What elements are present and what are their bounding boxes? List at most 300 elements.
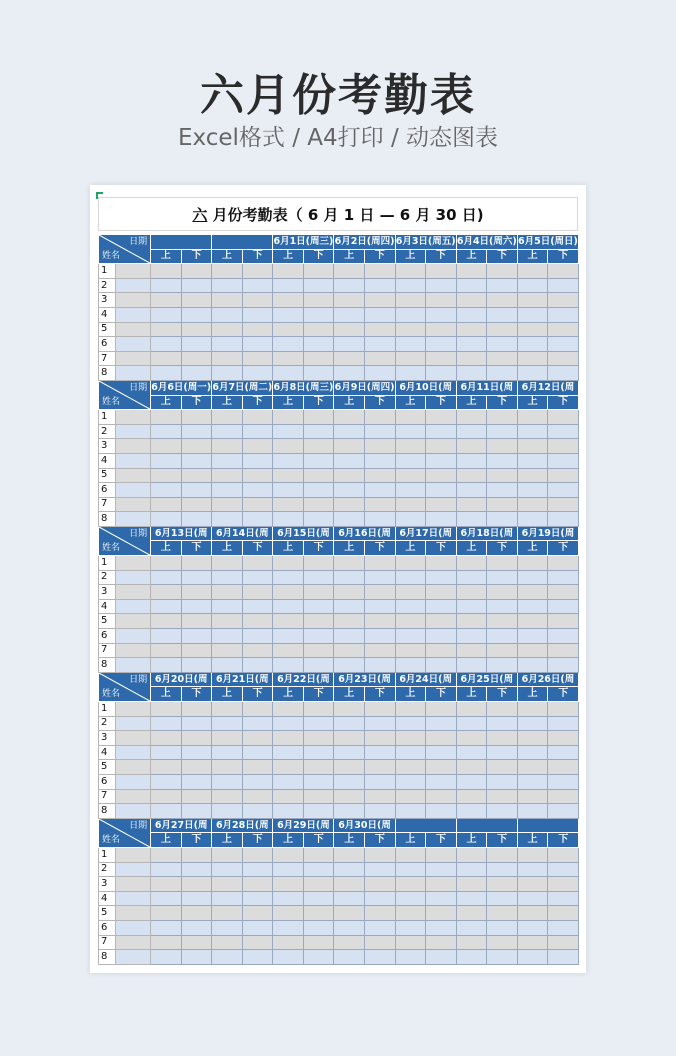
attendance-cell[interactable]	[212, 716, 243, 731]
attendance-cell[interactable]	[273, 307, 304, 322]
attendance-cell[interactable]	[365, 935, 396, 950]
attendance-cell[interactable]	[151, 307, 182, 322]
attendance-cell[interactable]	[487, 278, 518, 293]
attendance-cell[interactable]	[548, 278, 579, 293]
attendance-cell[interactable]	[212, 293, 243, 308]
attendance-cell[interactable]	[365, 906, 396, 921]
attendance-cell[interactable]	[365, 804, 396, 819]
attendance-cell[interactable]	[181, 745, 212, 760]
attendance-cell[interactable]	[456, 614, 487, 629]
attendance-cell[interactable]	[426, 804, 457, 819]
attendance-cell[interactable]	[548, 556, 579, 571]
attendance-cell[interactable]	[242, 322, 273, 337]
attendance-cell[interactable]	[426, 512, 457, 527]
attendance-cell[interactable]	[242, 774, 273, 789]
attendance-cell[interactable]	[334, 702, 365, 717]
attendance-cell[interactable]	[334, 774, 365, 789]
attendance-cell[interactable]	[487, 658, 518, 673]
attendance-cell[interactable]	[365, 278, 396, 293]
attendance-cell[interactable]	[456, 745, 487, 760]
attendance-cell[interactable]	[517, 950, 548, 965]
attendance-cell[interactable]	[517, 366, 548, 381]
attendance-cell[interactable]	[395, 950, 426, 965]
attendance-cell[interactable]	[456, 497, 487, 512]
attendance-cell[interactable]	[456, 629, 487, 644]
attendance-cell[interactable]	[242, 351, 273, 366]
attendance-cell[interactable]	[456, 804, 487, 819]
attendance-cell[interactable]	[212, 702, 243, 717]
attendance-cell[interactable]	[151, 935, 182, 950]
attendance-cell[interactable]	[365, 307, 396, 322]
attendance-cell[interactable]	[273, 847, 304, 862]
attendance-cell[interactable]	[517, 906, 548, 921]
attendance-cell[interactable]	[303, 731, 334, 746]
attendance-cell[interactable]	[395, 891, 426, 906]
attendance-cell[interactable]	[395, 483, 426, 498]
attendance-cell[interactable]	[151, 862, 182, 877]
attendance-cell[interactable]	[365, 877, 396, 892]
attendance-cell[interactable]	[334, 307, 365, 322]
name-cell[interactable]	[116, 789, 151, 804]
attendance-cell[interactable]	[242, 264, 273, 279]
attendance-cell[interactable]	[212, 731, 243, 746]
attendance-cell[interactable]	[487, 570, 518, 585]
attendance-cell[interactable]	[334, 891, 365, 906]
attendance-cell[interactable]	[365, 570, 396, 585]
attendance-cell[interactable]	[487, 307, 518, 322]
attendance-cell[interactable]	[395, 614, 426, 629]
attendance-cell[interactable]	[273, 483, 304, 498]
attendance-cell[interactable]	[212, 264, 243, 279]
attendance-cell[interactable]	[181, 702, 212, 717]
attendance-cell[interactable]	[181, 453, 212, 468]
attendance-cell[interactable]	[487, 366, 518, 381]
attendance-cell[interactable]	[334, 570, 365, 585]
attendance-cell[interactable]	[365, 599, 396, 614]
attendance-cell[interactable]	[334, 556, 365, 571]
attendance-cell[interactable]	[151, 556, 182, 571]
attendance-cell[interactable]	[212, 424, 243, 439]
attendance-cell[interactable]	[212, 497, 243, 512]
attendance-cell[interactable]	[456, 891, 487, 906]
attendance-cell[interactable]	[426, 599, 457, 614]
attendance-cell[interactable]	[548, 307, 579, 322]
name-cell[interactable]	[116, 570, 151, 585]
attendance-cell[interactable]	[151, 468, 182, 483]
attendance-cell[interactable]	[181, 293, 212, 308]
attendance-cell[interactable]	[273, 264, 304, 279]
attendance-cell[interactable]	[395, 658, 426, 673]
attendance-cell[interactable]	[303, 351, 334, 366]
name-cell[interactable]	[116, 614, 151, 629]
attendance-cell[interactable]	[548, 293, 579, 308]
attendance-cell[interactable]	[303, 716, 334, 731]
attendance-cell[interactable]	[273, 293, 304, 308]
attendance-cell[interactable]	[487, 599, 518, 614]
attendance-cell[interactable]	[456, 702, 487, 717]
attendance-cell[interactable]	[548, 512, 579, 527]
attendance-cell[interactable]	[273, 497, 304, 512]
attendance-cell[interactable]	[334, 468, 365, 483]
attendance-cell[interactable]	[303, 920, 334, 935]
attendance-cell[interactable]	[242, 629, 273, 644]
attendance-cell[interactable]	[395, 804, 426, 819]
attendance-cell[interactable]	[273, 862, 304, 877]
attendance-cell[interactable]	[303, 847, 334, 862]
attendance-cell[interactable]	[487, 643, 518, 658]
attendance-cell[interactable]	[517, 483, 548, 498]
attendance-cell[interactable]	[548, 614, 579, 629]
attendance-cell[interactable]	[334, 599, 365, 614]
attendance-cell[interactable]	[426, 789, 457, 804]
attendance-cell[interactable]	[456, 658, 487, 673]
attendance-cell[interactable]	[365, 585, 396, 600]
attendance-cell[interactable]	[548, 702, 579, 717]
attendance-cell[interactable]	[212, 439, 243, 454]
name-cell[interactable]	[116, 322, 151, 337]
name-cell[interactable]	[116, 745, 151, 760]
attendance-cell[interactable]	[365, 702, 396, 717]
name-cell[interactable]	[116, 585, 151, 600]
attendance-cell[interactable]	[181, 322, 212, 337]
attendance-cell[interactable]	[517, 789, 548, 804]
attendance-cell[interactable]	[273, 950, 304, 965]
attendance-cell[interactable]	[426, 424, 457, 439]
attendance-cell[interactable]	[273, 570, 304, 585]
attendance-cell[interactable]	[487, 789, 518, 804]
attendance-cell[interactable]	[426, 264, 457, 279]
attendance-cell[interactable]	[242, 599, 273, 614]
attendance-cell[interactable]	[487, 337, 518, 352]
attendance-cell[interactable]	[334, 862, 365, 877]
attendance-cell[interactable]	[303, 307, 334, 322]
name-cell[interactable]	[116, 950, 151, 965]
name-cell[interactable]	[116, 920, 151, 935]
name-cell[interactable]	[116, 891, 151, 906]
attendance-cell[interactable]	[487, 453, 518, 468]
attendance-cell[interactable]	[365, 789, 396, 804]
attendance-cell[interactable]	[426, 293, 457, 308]
attendance-cell[interactable]	[517, 614, 548, 629]
attendance-cell[interactable]	[487, 497, 518, 512]
attendance-cell[interactable]	[456, 906, 487, 921]
name-cell[interactable]	[116, 760, 151, 775]
attendance-cell[interactable]	[365, 293, 396, 308]
attendance-cell[interactable]	[242, 731, 273, 746]
attendance-cell[interactable]	[487, 614, 518, 629]
attendance-cell[interactable]	[273, 643, 304, 658]
attendance-cell[interactable]	[548, 862, 579, 877]
attendance-cell[interactable]	[303, 585, 334, 600]
attendance-cell[interactable]	[365, 322, 396, 337]
attendance-cell[interactable]	[181, 614, 212, 629]
attendance-cell[interactable]	[487, 804, 518, 819]
name-cell[interactable]	[116, 439, 151, 454]
attendance-cell[interactable]	[517, 585, 548, 600]
attendance-cell[interactable]	[303, 322, 334, 337]
attendance-cell[interactable]	[517, 307, 548, 322]
attendance-cell[interactable]	[303, 366, 334, 381]
attendance-cell[interactable]	[517, 862, 548, 877]
attendance-cell[interactable]	[151, 366, 182, 381]
attendance-cell[interactable]	[456, 264, 487, 279]
attendance-cell[interactable]	[395, 351, 426, 366]
attendance-cell[interactable]	[365, 774, 396, 789]
attendance-cell[interactable]	[487, 512, 518, 527]
attendance-cell[interactable]	[517, 891, 548, 906]
attendance-cell[interactable]	[273, 614, 304, 629]
attendance-cell[interactable]	[212, 847, 243, 862]
attendance-cell[interactable]	[487, 745, 518, 760]
attendance-cell[interactable]	[151, 614, 182, 629]
attendance-cell[interactable]	[334, 366, 365, 381]
name-cell[interactable]	[116, 410, 151, 425]
attendance-cell[interactable]	[273, 351, 304, 366]
name-cell[interactable]	[116, 307, 151, 322]
attendance-cell[interactable]	[212, 920, 243, 935]
attendance-cell[interactable]	[273, 760, 304, 775]
attendance-cell[interactable]	[456, 643, 487, 658]
attendance-cell[interactable]	[242, 702, 273, 717]
attendance-cell[interactable]	[395, 731, 426, 746]
attendance-cell[interactable]	[395, 920, 426, 935]
attendance-cell[interactable]	[548, 585, 579, 600]
attendance-cell[interactable]	[242, 512, 273, 527]
attendance-cell[interactable]	[365, 891, 396, 906]
attendance-cell[interactable]	[548, 599, 579, 614]
attendance-cell[interactable]	[487, 468, 518, 483]
attendance-cell[interactable]	[426, 337, 457, 352]
attendance-cell[interactable]	[242, 804, 273, 819]
attendance-cell[interactable]	[548, 468, 579, 483]
attendance-cell[interactable]	[151, 337, 182, 352]
attendance-cell[interactable]	[456, 278, 487, 293]
attendance-cell[interactable]	[212, 658, 243, 673]
attendance-cell[interactable]	[487, 920, 518, 935]
attendance-cell[interactable]	[426, 483, 457, 498]
attendance-cell[interactable]	[273, 599, 304, 614]
name-cell[interactable]	[116, 497, 151, 512]
attendance-cell[interactable]	[487, 351, 518, 366]
attendance-cell[interactable]	[273, 512, 304, 527]
attendance-cell[interactable]	[212, 760, 243, 775]
attendance-cell[interactable]	[151, 658, 182, 673]
attendance-cell[interactable]	[548, 774, 579, 789]
attendance-cell[interactable]	[365, 468, 396, 483]
attendance-cell[interactable]	[548, 366, 579, 381]
attendance-cell[interactable]	[242, 789, 273, 804]
attendance-cell[interactable]	[273, 658, 304, 673]
attendance-cell[interactable]	[426, 702, 457, 717]
attendance-cell[interactable]	[151, 643, 182, 658]
attendance-cell[interactable]	[365, 920, 396, 935]
attendance-cell[interactable]	[395, 877, 426, 892]
attendance-cell[interactable]	[242, 658, 273, 673]
attendance-cell[interactable]	[395, 760, 426, 775]
attendance-cell[interactable]	[212, 351, 243, 366]
attendance-cell[interactable]	[334, 351, 365, 366]
attendance-cell[interactable]	[456, 570, 487, 585]
attendance-cell[interactable]	[273, 278, 304, 293]
attendance-cell[interactable]	[181, 512, 212, 527]
attendance-cell[interactable]	[548, 322, 579, 337]
attendance-cell[interactable]	[242, 453, 273, 468]
attendance-cell[interactable]	[365, 658, 396, 673]
attendance-cell[interactable]	[487, 483, 518, 498]
name-cell[interactable]	[116, 862, 151, 877]
attendance-cell[interactable]	[395, 410, 426, 425]
attendance-cell[interactable]	[181, 424, 212, 439]
attendance-cell[interactable]	[517, 556, 548, 571]
attendance-cell[interactable]	[548, 453, 579, 468]
attendance-cell[interactable]	[242, 439, 273, 454]
name-cell[interactable]	[116, 774, 151, 789]
attendance-cell[interactable]	[273, 410, 304, 425]
attendance-cell[interactable]	[548, 716, 579, 731]
attendance-cell[interactable]	[303, 774, 334, 789]
attendance-cell[interactable]	[303, 468, 334, 483]
attendance-cell[interactable]	[548, 643, 579, 658]
attendance-cell[interactable]	[303, 556, 334, 571]
attendance-cell[interactable]	[456, 351, 487, 366]
attendance-cell[interactable]	[487, 410, 518, 425]
attendance-cell[interactable]	[334, 847, 365, 862]
attendance-cell[interactable]	[212, 950, 243, 965]
attendance-cell[interactable]	[426, 629, 457, 644]
attendance-cell[interactable]	[242, 614, 273, 629]
attendance-cell[interactable]	[303, 935, 334, 950]
attendance-cell[interactable]	[426, 906, 457, 921]
attendance-cell[interactable]	[334, 337, 365, 352]
attendance-cell[interactable]	[456, 556, 487, 571]
attendance-cell[interactable]	[395, 585, 426, 600]
attendance-cell[interactable]	[303, 424, 334, 439]
attendance-cell[interactable]	[517, 760, 548, 775]
attendance-cell[interactable]	[426, 278, 457, 293]
attendance-cell[interactable]	[334, 293, 365, 308]
attendance-cell[interactable]	[151, 351, 182, 366]
attendance-cell[interactable]	[334, 920, 365, 935]
attendance-cell[interactable]	[395, 293, 426, 308]
attendance-cell[interactable]	[303, 599, 334, 614]
attendance-cell[interactable]	[395, 278, 426, 293]
attendance-cell[interactable]	[365, 439, 396, 454]
attendance-cell[interactable]	[487, 264, 518, 279]
attendance-cell[interactable]	[303, 570, 334, 585]
attendance-cell[interactable]	[517, 716, 548, 731]
attendance-cell[interactable]	[212, 804, 243, 819]
attendance-cell[interactable]	[181, 629, 212, 644]
attendance-cell[interactable]	[517, 453, 548, 468]
attendance-cell[interactable]	[242, 862, 273, 877]
attendance-cell[interactable]	[212, 862, 243, 877]
name-cell[interactable]	[116, 278, 151, 293]
attendance-cell[interactable]	[151, 804, 182, 819]
attendance-cell[interactable]	[456, 453, 487, 468]
attendance-cell[interactable]	[487, 731, 518, 746]
attendance-cell[interactable]	[212, 322, 243, 337]
attendance-cell[interactable]	[548, 935, 579, 950]
attendance-cell[interactable]	[456, 789, 487, 804]
attendance-cell[interactable]	[303, 862, 334, 877]
attendance-cell[interactable]	[212, 789, 243, 804]
attendance-cell[interactable]	[517, 629, 548, 644]
attendance-cell[interactable]	[395, 322, 426, 337]
attendance-cell[interactable]	[395, 264, 426, 279]
attendance-cell[interactable]	[242, 366, 273, 381]
name-cell[interactable]	[116, 453, 151, 468]
attendance-cell[interactable]	[395, 847, 426, 862]
attendance-cell[interactable]	[212, 570, 243, 585]
attendance-cell[interactable]	[303, 337, 334, 352]
attendance-cell[interactable]	[395, 774, 426, 789]
name-cell[interactable]	[116, 658, 151, 673]
attendance-cell[interactable]	[212, 512, 243, 527]
attendance-cell[interactable]	[365, 264, 396, 279]
attendance-cell[interactable]	[151, 847, 182, 862]
attendance-cell[interactable]	[517, 935, 548, 950]
attendance-cell[interactable]	[517, 658, 548, 673]
attendance-cell[interactable]	[517, 599, 548, 614]
attendance-cell[interactable]	[548, 497, 579, 512]
attendance-cell[interactable]	[334, 716, 365, 731]
attendance-cell[interactable]	[273, 585, 304, 600]
attendance-cell[interactable]	[273, 556, 304, 571]
attendance-cell[interactable]	[517, 570, 548, 585]
attendance-cell[interactable]	[395, 453, 426, 468]
attendance-cell[interactable]	[212, 585, 243, 600]
attendance-cell[interactable]	[334, 278, 365, 293]
attendance-cell[interactable]	[151, 585, 182, 600]
attendance-cell[interactable]	[365, 614, 396, 629]
attendance-cell[interactable]	[242, 920, 273, 935]
attendance-cell[interactable]	[303, 804, 334, 819]
attendance-cell[interactable]	[181, 570, 212, 585]
attendance-cell[interactable]	[273, 774, 304, 789]
attendance-cell[interactable]	[487, 774, 518, 789]
attendance-cell[interactable]	[487, 716, 518, 731]
attendance-cell[interactable]	[181, 804, 212, 819]
attendance-cell[interactable]	[151, 410, 182, 425]
name-cell[interactable]	[116, 804, 151, 819]
attendance-cell[interactable]	[181, 468, 212, 483]
attendance-cell[interactable]	[334, 745, 365, 760]
attendance-cell[interactable]	[334, 877, 365, 892]
attendance-cell[interactable]	[365, 366, 396, 381]
attendance-cell[interactable]	[426, 322, 457, 337]
attendance-cell[interactable]	[426, 774, 457, 789]
attendance-cell[interactable]	[212, 278, 243, 293]
attendance-cell[interactable]	[517, 643, 548, 658]
attendance-cell[interactable]	[426, 585, 457, 600]
attendance-cell[interactable]	[273, 322, 304, 337]
attendance-cell[interactable]	[426, 556, 457, 571]
attendance-cell[interactable]	[395, 337, 426, 352]
attendance-cell[interactable]	[242, 497, 273, 512]
attendance-cell[interactable]	[303, 702, 334, 717]
name-cell[interactable]	[116, 847, 151, 862]
attendance-cell[interactable]	[487, 439, 518, 454]
attendance-cell[interactable]	[273, 745, 304, 760]
attendance-cell[interactable]	[395, 599, 426, 614]
attendance-cell[interactable]	[395, 512, 426, 527]
attendance-cell[interactable]	[151, 264, 182, 279]
attendance-cell[interactable]	[151, 570, 182, 585]
attendance-cell[interactable]	[273, 716, 304, 731]
attendance-cell[interactable]	[151, 483, 182, 498]
attendance-cell[interactable]	[517, 264, 548, 279]
attendance-cell[interactable]	[181, 643, 212, 658]
